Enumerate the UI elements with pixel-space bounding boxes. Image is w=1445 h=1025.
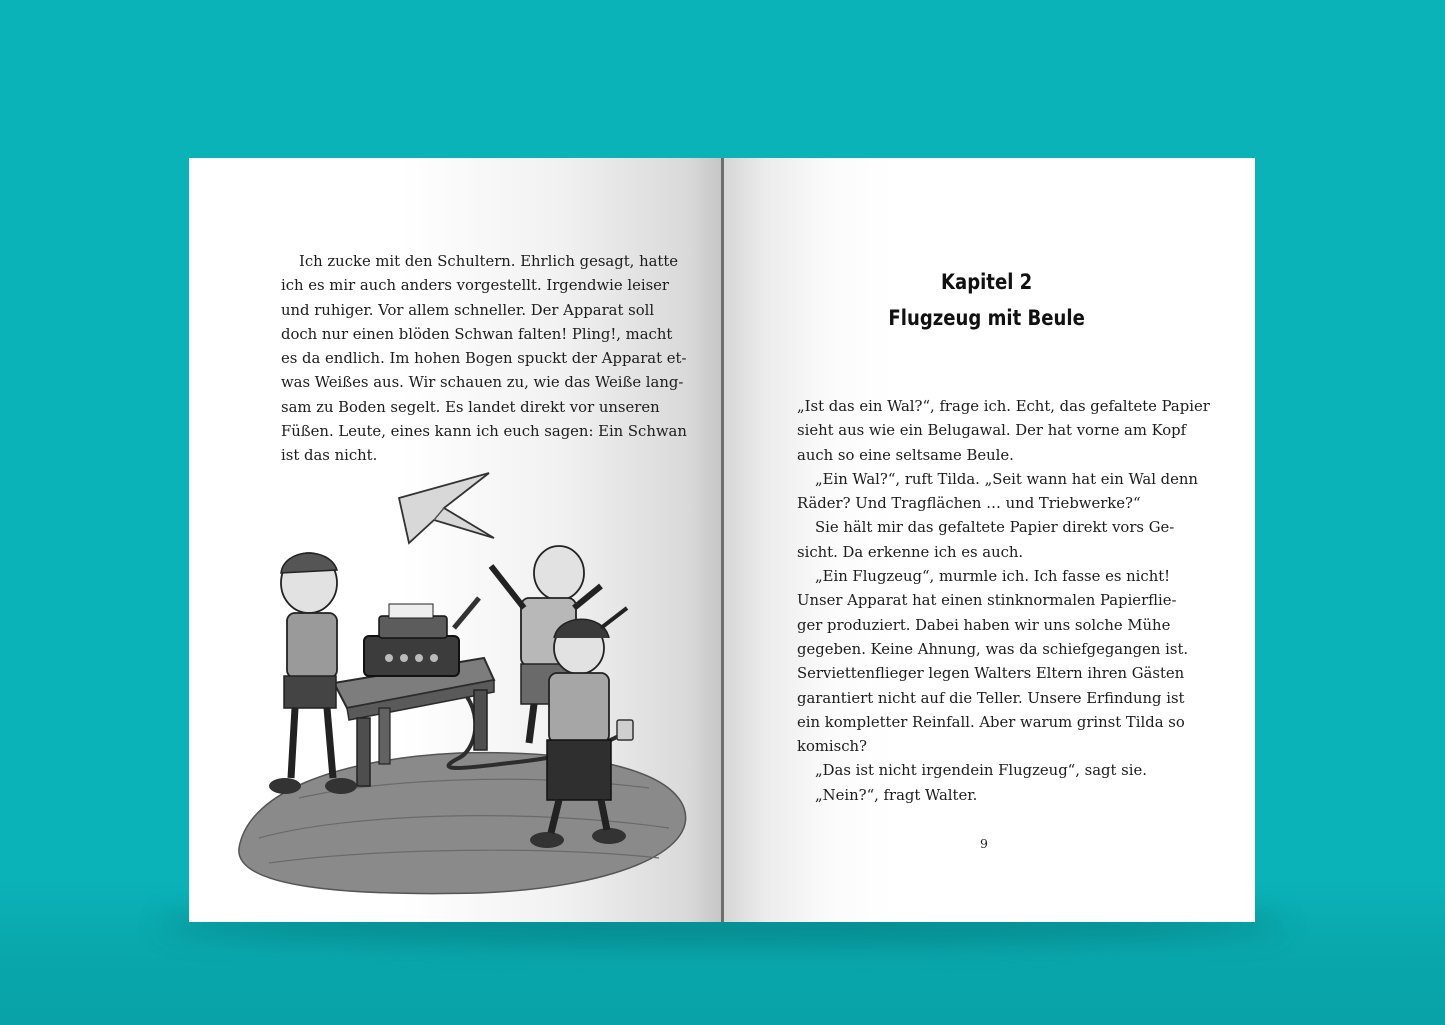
text-line: auch so eine seltsame Beule. bbox=[797, 446, 1014, 464]
text-line: und ruhiger. Vor allem schneller. Der Apparat soll bbox=[281, 301, 655, 319]
text-line: was Weißes aus. Wir schauen zu, wie das Weiße lang- bbox=[281, 374, 684, 392]
left-page bbox=[189, 158, 721, 922]
text-line: Ich zucke mit den Schultern. Ehrlich gesagt, hatte bbox=[299, 253, 679, 270]
text-line: ein kompletter Reinfall. Aber warum grinst Tilda so bbox=[797, 713, 1185, 731]
text-line: Unser Apparat hat einen stinknormalen Papierflie- bbox=[797, 592, 1177, 610]
chapter-title: Flugzeug mit Beule bbox=[888, 306, 1085, 330]
text-line: „Ist das ein Wal?“, frage ich. Echt, das gefaltete Papier bbox=[797, 398, 1210, 415]
page-number: 9 bbox=[980, 836, 988, 851]
text-line: es da endlich. Im hohen Bogen spuckt der Apparat et- bbox=[281, 350, 687, 368]
text-line: komisch? bbox=[797, 738, 867, 756]
text-line: „Das ist nicht irgendein Flugzeug“, sagt sie. bbox=[815, 762, 1147, 780]
text-line: Räder? Und Tragflächen … und Triebwerke?“ bbox=[797, 495, 1141, 513]
open-book bbox=[189, 158, 1255, 922]
text-line: „Ein Wal?“, ruft Tilda. „Seit wann hat ein Wal denn bbox=[815, 470, 1198, 488]
text-line: „Nein?“, fragt Walter. bbox=[815, 786, 978, 804]
right-page bbox=[724, 158, 1255, 922]
text-line: Füßen. Leute, eines kann ich euch sagen: Ein Schwan bbox=[281, 423, 687, 441]
kids-paper-plane-illustration bbox=[229, 468, 699, 898]
text-line: „Ein Flugzeug“, murmle ich. Ich fasse es nicht! bbox=[815, 568, 1171, 586]
text-line: Serviettenflieger legen Walters Eltern ihren Gästen bbox=[797, 665, 1185, 683]
text-line: ich es mir auch anders vorgestellt. Irgendwie leiser bbox=[281, 277, 670, 295]
text-line: Sie hält mir das gefaltete Papier direkt vors Ge- bbox=[815, 519, 1175, 537]
right-page-paragraphs bbox=[797, 395, 1210, 808]
text-line: garantiert nicht auf die Teller. Unsere Erfindung ist bbox=[797, 689, 1185, 707]
text-line: gegeben. Keine Ahnung, was da schiefgegangen ist. bbox=[797, 640, 1189, 658]
text-line: ist das nicht. bbox=[281, 447, 378, 465]
text-line: sicht. Da erkenne ich es auch. bbox=[797, 543, 1024, 561]
left-page-paragraph bbox=[281, 250, 687, 469]
text-line: ger produziert. Dabei haben wir uns solche Mühe bbox=[797, 616, 1171, 634]
text-line: sieht aus wie ein Belugawal. Der hat vorne am Kopf bbox=[797, 422, 1187, 440]
text-line: doch nur einen blöden Schwan falten! Pling!, macht bbox=[281, 325, 673, 343]
text-line: sam zu Boden segelt. Es landet direkt vor unseren bbox=[281, 398, 660, 416]
chapter-number: Kapitel 2 bbox=[941, 270, 1033, 294]
